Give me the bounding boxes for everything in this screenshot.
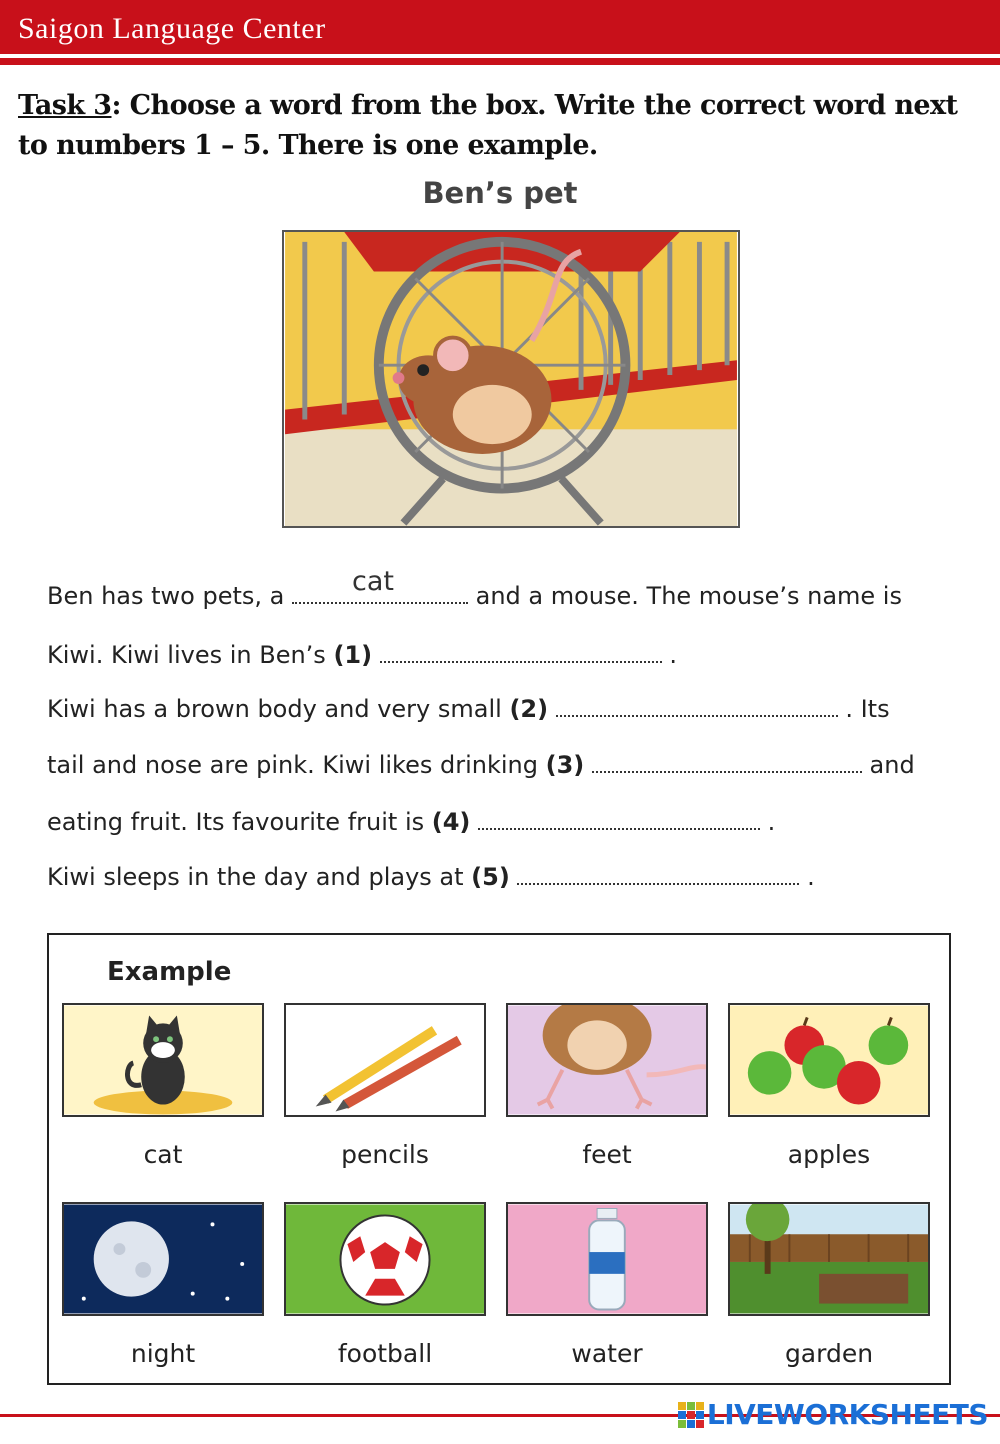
header-divider — [0, 58, 1000, 65]
example-answer: cat — [351, 566, 394, 597]
question-number-4: (4) — [431, 808, 471, 836]
story-text: eating fruit. Its favourite fruit is — [47, 808, 432, 836]
night-picture — [62, 1202, 264, 1316]
story-line-5 — [47, 861, 815, 891]
example-label: Example — [107, 957, 232, 987]
question-number-2: (2) — [509, 695, 549, 723]
garden-picture — [728, 1202, 930, 1316]
story-text: Kiwi sleeps in the day and plays at — [47, 863, 472, 891]
word-option: football — [337, 1339, 433, 1368]
task-instruction — [18, 86, 988, 166]
cat-picture — [62, 1003, 264, 1117]
brand-name: LIVEWORKSHEETS — [706, 1398, 988, 1431]
answer-blank-4[interactable] — [478, 806, 760, 830]
answer-blank-3[interactable] — [592, 749, 862, 773]
apples-picture — [728, 1003, 930, 1117]
word-option: garden — [784, 1339, 874, 1368]
mouse-in-wheel-image — [284, 232, 738, 526]
question-number-1: (1) — [333, 641, 373, 669]
story-line-2 — [47, 693, 890, 723]
question-number-5: (5) — [471, 863, 510, 891]
word-option: night — [130, 1339, 196, 1368]
header-title: Saigon Language Center — [18, 12, 326, 45]
story-text: . Its — [837, 695, 890, 723]
logo-grid-icon — [678, 1402, 704, 1428]
story-line-3 — [47, 749, 915, 779]
story-text: Kiwi. Kiwi lives in Ben’s — [47, 641, 334, 669]
feet-picture — [506, 1003, 708, 1117]
word-option: pencils — [341, 1140, 429, 1169]
story-title: Ben’s pet — [422, 176, 578, 210]
header-bar — [0, 0, 1000, 54]
answer-blank-5[interactable] — [517, 861, 799, 885]
story-text: . — [661, 641, 677, 669]
story-text: Ben has two pets, a — [47, 582, 292, 610]
word-option: feet — [582, 1140, 632, 1169]
story-line-4 — [47, 806, 775, 836]
word-option: water — [571, 1339, 643, 1368]
word-option: apples — [787, 1140, 871, 1169]
answer-blank-1[interactable] — [380, 639, 662, 663]
story-line-example — [47, 566, 902, 610]
hamster-wheel-illustration — [282, 230, 740, 528]
football-picture — [284, 1202, 486, 1316]
answer-blank-2[interactable] — [556, 693, 838, 717]
story-text: Kiwi has a brown body and very small — [47, 695, 510, 723]
pencils-picture — [284, 1003, 486, 1117]
question-number-3: (3) — [545, 751, 585, 779]
liveworksheets-logo — [678, 1398, 988, 1431]
word-box — [47, 933, 951, 1385]
example-blank — [292, 566, 468, 604]
task-text: : Choose a word from the box. Write the correct word next to numbers 1 – 5. There is one example. — [18, 90, 958, 161]
story-line-1 — [47, 639, 677, 669]
word-option: cat — [143, 1140, 183, 1169]
task-label: Task 3 — [18, 90, 112, 121]
story-text: . — [799, 863, 815, 891]
water-picture — [506, 1202, 708, 1316]
story-text: and — [861, 751, 915, 779]
story-text: and a mouse. The mouse’s name is — [467, 582, 902, 610]
story-text: tail and nose are pink. Kiwi likes drinking — [47, 751, 546, 779]
story-text: . — [760, 808, 776, 836]
